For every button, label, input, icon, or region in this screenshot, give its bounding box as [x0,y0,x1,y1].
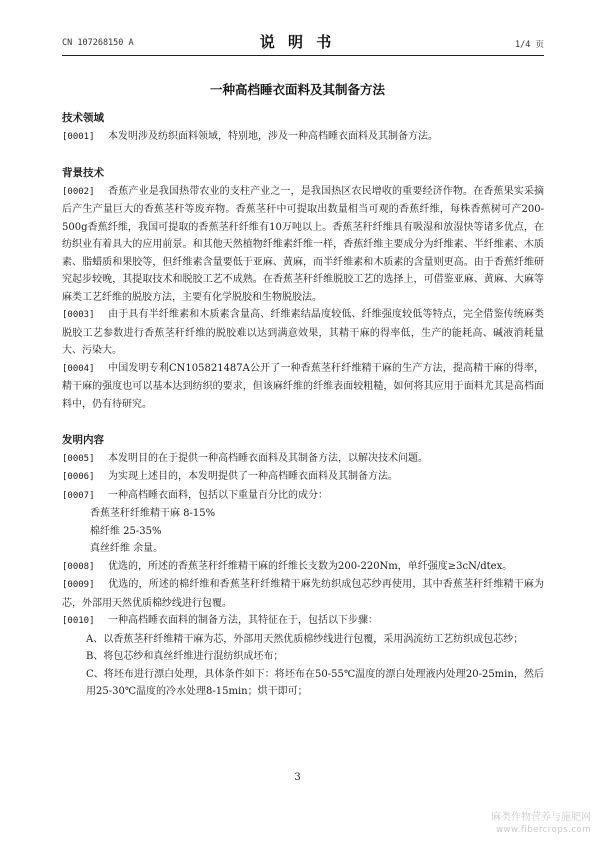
section-heading-background: 背景技术 [62,167,104,179]
header-rule [62,55,544,56]
step-item: C、将坯布进行漂白处理，具体条件如下：将坯布在50-55℃温度的漂白处理液内处理20-25min，然后用25-30℃温度的冷水处理8-15min；烘干即可； [86,668,544,697]
paragraph: [0008] 优选的，所述的香蕉茎秆纤维精干麻的纤维长支数为200-220Nm，单纤强度≥3cN/dtex。 [62,560,513,572]
page-number: 3 [294,772,301,783]
paragraph: [0006] 为实现上述目的，本发明提供了一种高档睡衣面料及其制备方法。 [62,471,398,482]
page-title: 一种高档睡衣面料及其制备方法 [209,82,385,97]
component-item: 真丝纤维 余量。 [90,543,164,554]
paragraph: [0001] 本发明涉及纺织面料领域，特别地，涉及一种高档睡衣面料及其制备方法。 [62,130,438,142]
page-indicator: 1/4 页 [515,40,544,50]
paragraph: [0002] 香蕉产业是我国热带农业的支柱产业之一，是我国热区农民增收的重要经济作物。在香蕉果实采摘后产生产量巨大的香蕉茎秆等废弃物。香蕉茎秆中可提取出数量相当可观的香蕉纤维，每株香蕉树可产200-500g香蕉纤维，我国可提取的香蕉茎秆纤维有10万吨以上。香蕉茎秆纤维具有吸湿和放湿快等诸多优点，在纺织业有着具大的应用前景。和其他天然植物纤维素纤维一样，香蕉纤维主要成分为纤维素、半纤维素、木质素、脂蜡质和果胶等，但纤维素含量要低于亚麻、黄麻，而半纤维素和木质素的含量则更高。由于香蕉纤维研究起步较晚，其提取技术和脱胶工艺不成熟。在香蕉茎秆纤维脱胶工艺的选择上，可借鉴亚麻、黄麻、大麻等麻类工艺纤维的脱胶方法，主要有化学脱胶和生物脱胶法。 [62,185,544,303]
component-item: 棉纤维 25-35% [90,525,162,537]
document-body [62,108,544,701]
paragraph: [0007] 一种高档睡衣面料，包括以下重量百分比的成分： [62,489,328,501]
section-heading-invention: 发明内容 [62,434,104,446]
patent-number: CN 107268150 A [62,38,134,48]
document-type: 说 明 书 [259,33,336,51]
paragraph: [0004] 中国发明专利CN105821487A公开了一种香蕉茎秆纤维精干麻的生产方法，提高精干麻的得率，精干麻的强度也可以基本达到纺织的要求，但该麻纤维的纤维表面较粗糙，如何将其应用于面料尤其是高档面料中，仍有待研究。 [62,362,544,410]
step-item: A、以香蕉茎秆纤维精干麻为芯，外部用天然优质棉纱线进行包覆，采用涡流纺工艺纺织成包芯纱； [86,633,524,645]
paragraph: [0003] 由于具有半纤维素和木质素含量高、纤维素结晶度较低、纤维强度较低等特点，完全借鉴传统麻类脱胶工艺参数进行香蕉茎秆纤维的脱胶难以达到满意效果，其精干麻的得率低，生产的能耗高、碱液消耗量大、污染大。 [62,309,544,356]
watermark [491,812,591,836]
paragraph: [0005] 本发明目的在于提供一种高档睡衣面料及其制备方法，以解决技术问题。 [62,452,428,464]
paragraph: [0010] 一种高档睡衣面料的制备方法，其特征在于，包括以下步骤： [62,615,378,626]
paragraph: [0009] 优选的，所述的棉纤维和香蕉茎秆纤维精干麻先纺织成包芯纱再使用，其中香蕉茎秆纤维精干麻为芯，外部用天然优质棉纱线进行包覆。 [62,579,544,609]
section-heading-tech-field: 技术领域 [62,112,104,124]
watermark-cn: 麻类作物营养与施肥网 [491,812,591,823]
component-item: 香蕉茎秆纤维精干麻 8-15% [90,508,216,519]
step-item: B、将包芯纱和真丝纤维进行混纺织成坯布； [86,651,284,662]
watermark-url: www.fibercrops.com [496,825,591,835]
